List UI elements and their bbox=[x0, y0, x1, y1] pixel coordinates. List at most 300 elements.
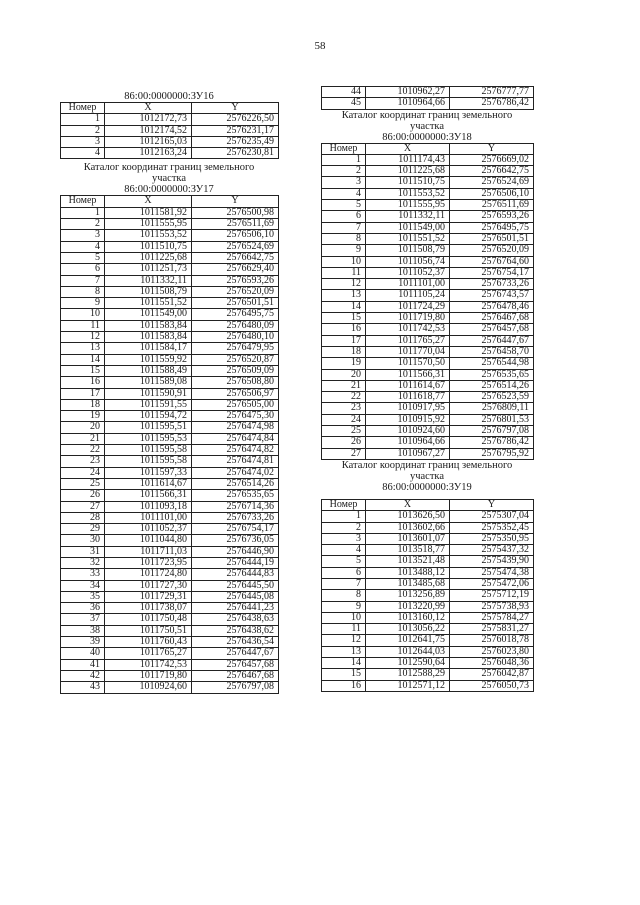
y-coordinate-cell: 2576593,26 bbox=[192, 275, 279, 286]
point-number-cell: 43 bbox=[61, 682, 105, 693]
point-number-cell: 4 bbox=[61, 148, 105, 159]
y-coordinate-cell: 2575350,95 bbox=[450, 533, 534, 544]
header-num: Номер bbox=[322, 499, 366, 510]
x-coordinate-cell: 1011551,52 bbox=[105, 298, 192, 309]
y-coordinate-cell: 2576467,68 bbox=[450, 313, 534, 324]
x-coordinate-cell: 1010962,27 bbox=[366, 87, 450, 98]
x-coordinate-cell: 1011589,08 bbox=[105, 377, 192, 388]
table-row bbox=[322, 658, 534, 669]
point-number-cell: 33 bbox=[61, 569, 105, 580]
header-x: X bbox=[366, 143, 450, 154]
x-coordinate-cell: 1011724,29 bbox=[366, 301, 450, 312]
table-row bbox=[322, 414, 534, 425]
y-coordinate-cell: 2576514,26 bbox=[450, 380, 534, 391]
y-coordinate-cell: 2575437,32 bbox=[450, 545, 534, 556]
zu17-table bbox=[60, 195, 279, 693]
table-row bbox=[322, 567, 534, 578]
x-coordinate-cell: 1012172,73 bbox=[105, 114, 192, 125]
y-coordinate-cell: 2576508,80 bbox=[192, 377, 279, 388]
x-coordinate-cell: 1011583,84 bbox=[105, 332, 192, 343]
table-row bbox=[322, 556, 534, 567]
y-coordinate-cell: 2576523,59 bbox=[450, 392, 534, 403]
x-coordinate-cell: 1011101,00 bbox=[105, 512, 192, 523]
x-coordinate-cell: 1010967,27 bbox=[366, 448, 450, 459]
y-coordinate-cell: 2576669,02 bbox=[450, 154, 534, 165]
y-coordinate-cell: 2576520,87 bbox=[192, 354, 279, 365]
table-row bbox=[322, 279, 534, 290]
y-coordinate-cell: 2575831,27 bbox=[450, 624, 534, 635]
point-number-cell: 22 bbox=[322, 392, 366, 403]
x-coordinate-cell: 1011101,00 bbox=[366, 279, 450, 290]
table-row bbox=[322, 646, 534, 657]
table-row bbox=[61, 241, 279, 252]
table-row bbox=[61, 309, 279, 320]
x-coordinate-cell: 1011595,51 bbox=[105, 422, 192, 433]
y-coordinate-cell: 2576500,98 bbox=[192, 207, 279, 218]
point-number-cell: 40 bbox=[61, 648, 105, 659]
x-coordinate-cell: 1012571,12 bbox=[366, 680, 450, 691]
table-row bbox=[322, 358, 534, 369]
table-row bbox=[61, 546, 279, 557]
table-row bbox=[322, 437, 534, 448]
x-coordinate-cell: 1011052,37 bbox=[366, 267, 450, 278]
y-coordinate-cell: 2576444,83 bbox=[192, 569, 279, 580]
table-row bbox=[322, 233, 534, 244]
point-number-cell: 1 bbox=[61, 114, 105, 125]
table-row bbox=[322, 448, 534, 459]
table-row bbox=[61, 625, 279, 636]
point-number-cell: 42 bbox=[61, 670, 105, 681]
point-number-cell: 9 bbox=[322, 245, 366, 256]
y-coordinate-cell: 2576501,51 bbox=[192, 298, 279, 309]
header-y: Y bbox=[450, 143, 534, 154]
point-number-cell: 13 bbox=[322, 290, 366, 301]
point-number-cell: 34 bbox=[61, 580, 105, 591]
y-coordinate-cell: 2576479,95 bbox=[192, 343, 279, 354]
y-coordinate-cell: 2576474,98 bbox=[192, 422, 279, 433]
point-number-cell: 9 bbox=[322, 601, 366, 612]
header-x: X bbox=[366, 499, 450, 510]
point-number-cell: 16 bbox=[322, 680, 366, 691]
table-row bbox=[322, 324, 534, 335]
table-row bbox=[61, 591, 279, 602]
x-coordinate-cell: 1011591,55 bbox=[105, 399, 192, 410]
x-coordinate-cell: 1011742,53 bbox=[366, 324, 450, 335]
y-coordinate-cell: 2576520,09 bbox=[450, 245, 534, 256]
y-coordinate-cell: 2576495,75 bbox=[192, 309, 279, 320]
point-number-cell: 8 bbox=[322, 233, 366, 244]
x-coordinate-cell: 1011225,68 bbox=[105, 252, 192, 263]
point-number-cell: 15 bbox=[322, 313, 366, 324]
x-coordinate-cell: 1012165,03 bbox=[105, 136, 192, 147]
y-coordinate-cell: 2576436,54 bbox=[192, 637, 279, 648]
point-number-cell: 7 bbox=[322, 578, 366, 589]
y-coordinate-cell: 2576445,50 bbox=[192, 580, 279, 591]
x-coordinate-cell: 1011251,73 bbox=[105, 264, 192, 275]
x-coordinate-cell: 1011584,17 bbox=[105, 343, 192, 354]
x-coordinate-cell: 1011729,31 bbox=[105, 591, 192, 602]
y-coordinate-cell: 2576797,08 bbox=[192, 682, 279, 693]
point-number-cell: 27 bbox=[61, 501, 105, 512]
table-row bbox=[322, 533, 534, 544]
zu17-caption-line2: участка bbox=[151, 173, 187, 185]
point-number-cell: 10 bbox=[322, 612, 366, 623]
table-row bbox=[322, 335, 534, 346]
point-number-cell: 5 bbox=[61, 252, 105, 263]
y-coordinate-cell: 2576480,09 bbox=[192, 320, 279, 331]
point-number-cell: 38 bbox=[61, 625, 105, 636]
table-row bbox=[61, 399, 279, 410]
header-x: X bbox=[105, 103, 192, 114]
x-coordinate-cell: 1013602,66 bbox=[366, 522, 450, 533]
point-number-cell: 18 bbox=[61, 399, 105, 410]
y-coordinate-cell: 2576474,82 bbox=[192, 445, 279, 456]
table-row bbox=[61, 659, 279, 670]
x-coordinate-cell: 1011727,30 bbox=[105, 580, 192, 591]
y-coordinate-cell: 2576511,69 bbox=[192, 219, 279, 230]
x-coordinate-cell: 1011581,92 bbox=[105, 207, 192, 218]
zu18-code: 86:00:0000000:ЗУ18 bbox=[382, 131, 472, 143]
table-row bbox=[322, 403, 534, 414]
x-coordinate-cell: 1011750,48 bbox=[105, 614, 192, 625]
table-row bbox=[61, 456, 279, 467]
table-row bbox=[61, 682, 279, 693]
point-number-cell: 5 bbox=[322, 200, 366, 211]
point-number-cell: 7 bbox=[322, 222, 366, 233]
y-coordinate-cell: 2576509,09 bbox=[192, 365, 279, 376]
x-coordinate-cell: 1011614,67 bbox=[366, 380, 450, 391]
y-coordinate-cell: 2576478,46 bbox=[450, 301, 534, 312]
point-number-cell: 16 bbox=[322, 324, 366, 335]
y-coordinate-cell: 2576743,57 bbox=[450, 290, 534, 301]
table-row bbox=[322, 290, 534, 301]
y-coordinate-cell: 2576226,50 bbox=[192, 114, 279, 125]
y-coordinate-cell: 2575472,06 bbox=[450, 578, 534, 589]
y-coordinate-cell: 2576050,73 bbox=[450, 680, 534, 691]
point-number-cell: 31 bbox=[61, 546, 105, 557]
zu18-caption-line2: участка bbox=[409, 120, 445, 132]
point-number-cell: 8 bbox=[61, 286, 105, 297]
y-coordinate-cell: 2576733,26 bbox=[450, 279, 534, 290]
table-row bbox=[61, 478, 279, 489]
point-number-cell: 44 bbox=[322, 87, 366, 98]
x-coordinate-cell: 1013601,07 bbox=[366, 533, 450, 544]
point-number-cell: 1 bbox=[322, 511, 366, 522]
table-row bbox=[322, 200, 534, 211]
table-row bbox=[322, 590, 534, 601]
point-number-cell: 6 bbox=[61, 264, 105, 275]
x-coordinate-cell: 1012641,75 bbox=[366, 635, 450, 646]
x-coordinate-cell: 1011566,31 bbox=[105, 490, 192, 501]
x-coordinate-cell: 1011332,11 bbox=[105, 275, 192, 286]
table-row bbox=[61, 264, 279, 275]
x-coordinate-cell: 1011594,72 bbox=[105, 411, 192, 422]
x-coordinate-cell: 1011551,52 bbox=[366, 233, 450, 244]
y-coordinate-cell: 2576801,53 bbox=[450, 414, 534, 425]
table-row bbox=[61, 207, 279, 218]
zu19-caption-line2: участка bbox=[409, 470, 445, 482]
header-y: Y bbox=[450, 499, 534, 510]
x-coordinate-cell: 1013160,12 bbox=[366, 612, 450, 623]
y-coordinate-cell: 2576505,00 bbox=[192, 399, 279, 410]
x-coordinate-cell: 1010924,60 bbox=[105, 682, 192, 693]
x-coordinate-cell: 1011056,74 bbox=[366, 256, 450, 267]
point-number-cell: 25 bbox=[61, 478, 105, 489]
point-number-cell: 12 bbox=[61, 332, 105, 343]
point-number-cell: 11 bbox=[322, 267, 366, 278]
y-coordinate-cell: 2576438,63 bbox=[192, 614, 279, 625]
y-coordinate-cell: 2576797,08 bbox=[450, 426, 534, 437]
y-coordinate-cell: 2576544,98 bbox=[450, 358, 534, 369]
x-coordinate-cell: 1011559,92 bbox=[105, 354, 192, 365]
point-number-cell: 21 bbox=[61, 433, 105, 444]
y-coordinate-cell: 2576593,26 bbox=[450, 211, 534, 222]
y-coordinate-cell: 2576786,42 bbox=[450, 437, 534, 448]
zu16-code: 86:00:0000000:ЗУ16 bbox=[124, 91, 214, 102]
y-coordinate-cell: 2576506,10 bbox=[192, 230, 279, 241]
table-row bbox=[322, 245, 534, 256]
y-coordinate-cell: 2576480,10 bbox=[192, 332, 279, 343]
y-coordinate-cell: 2576444,19 bbox=[192, 557, 279, 568]
header-num: Номер bbox=[61, 196, 105, 207]
y-coordinate-cell: 2576642,75 bbox=[192, 252, 279, 263]
table-row bbox=[61, 422, 279, 433]
zu18-title bbox=[321, 110, 533, 143]
y-coordinate-cell: 2576018,78 bbox=[450, 635, 534, 646]
y-coordinate-cell: 2576506,97 bbox=[192, 388, 279, 399]
y-coordinate-cell: 2576441,23 bbox=[192, 603, 279, 614]
point-number-cell: 13 bbox=[322, 646, 366, 657]
table-row bbox=[61, 354, 279, 365]
zu18-caption-line1: Каталог координат границ земельного bbox=[341, 109, 513, 121]
x-coordinate-cell: 1011719,80 bbox=[366, 313, 450, 324]
y-coordinate-cell: 2576714,36 bbox=[192, 501, 279, 512]
table-row bbox=[61, 332, 279, 343]
y-coordinate-cell: 2576230,81 bbox=[192, 148, 279, 159]
y-coordinate-cell: 2576501,51 bbox=[450, 233, 534, 244]
table-row bbox=[61, 343, 279, 354]
x-coordinate-cell: 1011225,68 bbox=[366, 166, 450, 177]
point-number-cell: 3 bbox=[61, 136, 105, 147]
point-number-cell: 29 bbox=[61, 524, 105, 535]
point-number-cell: 13 bbox=[61, 343, 105, 354]
y-coordinate-cell: 2576535,65 bbox=[192, 490, 279, 501]
point-number-cell: 3 bbox=[322, 177, 366, 188]
point-number-cell: 15 bbox=[61, 365, 105, 376]
x-coordinate-cell: 1011510,75 bbox=[366, 177, 450, 188]
y-coordinate-cell: 2576447,67 bbox=[192, 648, 279, 659]
y-coordinate-cell: 2576023,80 bbox=[450, 646, 534, 657]
x-coordinate-cell: 1011549,00 bbox=[366, 222, 450, 233]
zu17-continuation-table bbox=[321, 86, 534, 110]
table-row bbox=[322, 680, 534, 691]
x-coordinate-cell: 1011597,33 bbox=[105, 467, 192, 478]
table-row bbox=[322, 98, 534, 109]
x-coordinate-cell: 1011549,00 bbox=[105, 309, 192, 320]
y-coordinate-cell: 2576524,69 bbox=[192, 241, 279, 252]
zu16-table bbox=[60, 102, 279, 159]
x-coordinate-cell: 1011595,53 bbox=[105, 433, 192, 444]
table-row bbox=[322, 256, 534, 267]
table-row bbox=[61, 365, 279, 376]
table-row bbox=[61, 670, 279, 681]
table-row bbox=[61, 148, 279, 159]
point-number-cell: 2 bbox=[61, 125, 105, 136]
y-coordinate-cell: 2576754,17 bbox=[450, 267, 534, 278]
y-coordinate-cell: 2576511,69 bbox=[450, 200, 534, 211]
header-x: X bbox=[105, 196, 192, 207]
header-num: Номер bbox=[322, 143, 366, 154]
y-coordinate-cell: 2576535,65 bbox=[450, 369, 534, 380]
x-coordinate-cell: 1010924,60 bbox=[366, 426, 450, 437]
y-coordinate-cell: 2576506,10 bbox=[450, 188, 534, 199]
zu18-table bbox=[321, 143, 534, 460]
point-number-cell: 9 bbox=[61, 298, 105, 309]
y-coordinate-cell: 2576795,92 bbox=[450, 448, 534, 459]
point-number-cell: 3 bbox=[61, 230, 105, 241]
x-coordinate-cell: 1011566,31 bbox=[366, 369, 450, 380]
x-coordinate-cell: 1013056,22 bbox=[366, 624, 450, 635]
table-row bbox=[61, 569, 279, 580]
point-number-cell: 6 bbox=[322, 211, 366, 222]
x-coordinate-cell: 1011508,79 bbox=[366, 245, 450, 256]
x-coordinate-cell: 1013626,50 bbox=[366, 511, 450, 522]
header-y: Y bbox=[192, 103, 279, 114]
zu19-table bbox=[321, 499, 534, 692]
point-number-cell: 35 bbox=[61, 591, 105, 602]
point-number-cell: 10 bbox=[61, 309, 105, 320]
x-coordinate-cell: 1011555,95 bbox=[105, 219, 192, 230]
y-coordinate-cell: 2576457,68 bbox=[192, 659, 279, 670]
x-coordinate-cell: 1013521,48 bbox=[366, 556, 450, 567]
table-row bbox=[322, 177, 534, 188]
table-row bbox=[322, 346, 534, 357]
x-coordinate-cell: 1011723,95 bbox=[105, 557, 192, 568]
y-coordinate-cell: 2576809,11 bbox=[450, 403, 534, 414]
x-coordinate-cell: 1011719,80 bbox=[105, 670, 192, 681]
point-number-cell: 25 bbox=[322, 426, 366, 437]
table-row bbox=[61, 252, 279, 263]
table-row bbox=[61, 275, 279, 286]
x-coordinate-cell: 1011332,11 bbox=[366, 211, 450, 222]
table-row bbox=[61, 230, 279, 241]
point-number-cell: 5 bbox=[322, 556, 366, 567]
point-number-cell: 20 bbox=[322, 369, 366, 380]
point-number-cell: 26 bbox=[322, 437, 366, 448]
zu19-title bbox=[321, 460, 533, 493]
table-row bbox=[61, 557, 279, 568]
point-number-cell: 2 bbox=[61, 219, 105, 230]
point-number-cell: 6 bbox=[322, 567, 366, 578]
x-coordinate-cell: 1013488,12 bbox=[366, 567, 450, 578]
y-coordinate-cell: 2576446,90 bbox=[192, 546, 279, 557]
table-row bbox=[61, 125, 279, 136]
x-coordinate-cell: 1011750,51 bbox=[105, 625, 192, 636]
point-number-cell: 23 bbox=[322, 403, 366, 414]
x-coordinate-cell: 1011555,95 bbox=[366, 200, 450, 211]
table-row bbox=[322, 522, 534, 533]
point-number-cell: 32 bbox=[61, 557, 105, 568]
x-coordinate-cell: 1011770,04 bbox=[366, 346, 450, 357]
y-coordinate-cell: 2576754,17 bbox=[192, 524, 279, 535]
point-number-cell: 17 bbox=[322, 335, 366, 346]
table-row bbox=[322, 426, 534, 437]
x-coordinate-cell: 1011570,50 bbox=[366, 358, 450, 369]
table-row bbox=[61, 524, 279, 535]
y-coordinate-cell: 2576048,36 bbox=[450, 658, 534, 669]
x-coordinate-cell: 1011711,03 bbox=[105, 546, 192, 557]
y-coordinate-cell: 2576457,68 bbox=[450, 324, 534, 335]
y-coordinate-cell: 2576447,67 bbox=[450, 335, 534, 346]
x-coordinate-cell: 1011760,43 bbox=[105, 637, 192, 648]
right-column bbox=[321, 86, 533, 692]
table-row bbox=[61, 580, 279, 591]
header-num: Номер bbox=[61, 103, 105, 114]
zu19-caption-line1: Каталог координат границ земельного bbox=[341, 459, 513, 471]
point-number-cell: 27 bbox=[322, 448, 366, 459]
table-row bbox=[61, 490, 279, 501]
table-row bbox=[61, 286, 279, 297]
table-row bbox=[61, 114, 279, 125]
y-coordinate-cell: 2575738,93 bbox=[450, 601, 534, 612]
x-coordinate-cell: 1011765,27 bbox=[105, 648, 192, 659]
point-number-cell: 36 bbox=[61, 603, 105, 614]
point-number-cell: 1 bbox=[61, 207, 105, 218]
x-coordinate-cell: 1011724,80 bbox=[105, 569, 192, 580]
y-coordinate-cell: 2576764,60 bbox=[450, 256, 534, 267]
x-coordinate-cell: 1011595,58 bbox=[105, 456, 192, 467]
header-y: Y bbox=[192, 196, 279, 207]
point-number-cell: 14 bbox=[322, 658, 366, 669]
x-coordinate-cell: 1010917,95 bbox=[366, 403, 450, 414]
zu16-title bbox=[60, 91, 278, 102]
point-number-cell: 16 bbox=[61, 377, 105, 388]
point-number-cell: 11 bbox=[322, 624, 366, 635]
y-coordinate-cell: 2576467,68 bbox=[192, 670, 279, 681]
table-row bbox=[322, 511, 534, 522]
table-row bbox=[322, 380, 534, 391]
point-number-cell: 4 bbox=[322, 188, 366, 199]
y-coordinate-cell: 2575352,45 bbox=[450, 522, 534, 533]
y-coordinate-cell: 2576474,81 bbox=[192, 456, 279, 467]
point-number-cell: 10 bbox=[322, 256, 366, 267]
point-number-cell: 12 bbox=[322, 279, 366, 290]
point-number-cell: 39 bbox=[61, 637, 105, 648]
y-coordinate-cell: 2575307,04 bbox=[450, 511, 534, 522]
point-number-cell: 21 bbox=[322, 380, 366, 391]
page-number: 58 bbox=[314, 40, 326, 52]
x-coordinate-cell: 1012644,03 bbox=[366, 646, 450, 657]
zu17-title bbox=[60, 162, 278, 195]
y-coordinate-cell: 2576520,09 bbox=[192, 286, 279, 297]
y-coordinate-cell: 2576042,87 bbox=[450, 669, 534, 680]
x-coordinate-cell: 1011614,67 bbox=[105, 478, 192, 489]
table-row bbox=[322, 301, 534, 312]
table-row bbox=[61, 603, 279, 614]
x-coordinate-cell: 1011510,75 bbox=[105, 241, 192, 252]
x-coordinate-cell: 1011093,18 bbox=[105, 501, 192, 512]
table-row bbox=[322, 635, 534, 646]
table-row bbox=[61, 512, 279, 523]
x-coordinate-cell: 1010964,66 bbox=[366, 98, 450, 109]
x-coordinate-cell: 1011588,49 bbox=[105, 365, 192, 376]
point-number-cell: 30 bbox=[61, 535, 105, 546]
table-row bbox=[322, 313, 534, 324]
x-coordinate-cell: 1011590,91 bbox=[105, 388, 192, 399]
point-number-cell: 14 bbox=[61, 354, 105, 365]
point-number-cell: 17 bbox=[61, 388, 105, 399]
x-coordinate-cell: 1012588,29 bbox=[366, 669, 450, 680]
